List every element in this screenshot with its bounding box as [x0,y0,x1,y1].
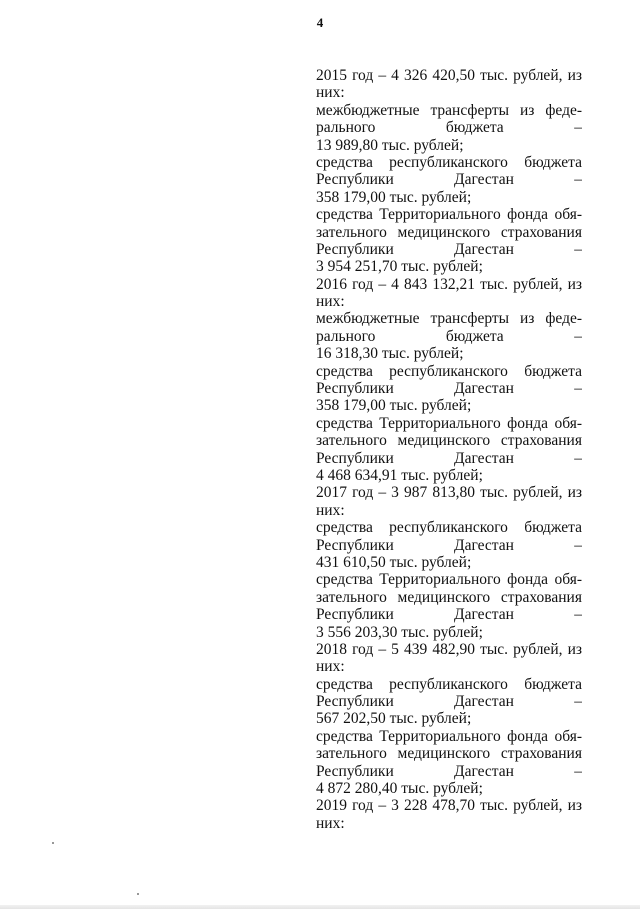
text-line: зательного медицинского страхования [316,745,582,763]
text-line: 16 318,30 тыс. рублей; [316,345,464,363]
text-line: них: [316,501,345,519]
text-line: Республики Дагестан – [316,449,582,467]
text-line: средства республиканского бюджета [316,362,582,380]
text-line: Республики Дагестан – [316,380,582,398]
text-line: 4 468 634,91 тыс. рублей; [316,466,483,484]
text-column [316,67,582,832]
page-number: 4 [316,15,324,30]
text-line: зательного медицинского страхования [316,432,582,450]
text-line: средства республиканского бюджета [316,153,582,171]
text-line: зательного медицинского страхования [316,588,582,606]
text-line: Республики Дагестан – [316,171,582,189]
text-line: зательного медицинского страхования [316,223,582,241]
text-line: них: [316,293,345,311]
scan-speck [137,893,139,895]
text-line: Республики Дагестан – [316,536,582,554]
text-line: 2017 год – 3 987 813,80 тыс. рублей, из [316,484,582,502]
text-line: 2018 год – 5 439 482,90 тыс. рублей, из [316,640,582,658]
text-line: межбюджетные трансферты из феде- [316,310,582,328]
text-line: средства Территориального фонда обя- [316,414,582,432]
text-line: них: [316,84,345,102]
text-line: 431 610,50 тыс. рублей; [316,553,472,571]
text-line: них: [316,658,345,676]
text-line: 358 179,00 тыс. рублей; [316,188,472,206]
text-line: 3 954 251,70 тыс. рублей; [316,258,483,276]
text-line: средства республиканского бюджета [316,675,582,693]
text-line: 358 179,00 тыс. рублей; [316,397,472,415]
text-line: рального бюджета – [316,119,582,137]
text-line: средства Территориального фонда обя- [316,571,582,589]
text-line: средства республиканского бюджета [316,519,582,537]
text-line: Республики Дагестан – [316,693,582,711]
text-line: Республики Дагестан – [316,762,582,780]
text-line: 2019 год – 3 228 478,70 тыс. рублей, из [316,797,582,815]
text-line: средства Территориального фонда обя- [316,206,582,224]
text-line: Республики Дагестан – [316,240,582,258]
text-line: 3 556 203,30 тыс. рублей; [316,623,483,641]
text-line: 13 989,80 тыс. рублей; [316,136,464,154]
page-bottom-edge [0,905,640,909]
text-line: 2016 год – 4 843 132,21 тыс. рублей, из [316,275,582,293]
text-line: средства Территориального фонда обя- [316,727,582,745]
text-line: межбюджетные трансферты из феде- [316,101,582,119]
scan-speck [52,842,54,844]
text-line: 567 202,50 тыс. рублей; [316,710,472,728]
text-line: Республики Дагестан – [316,606,582,624]
text-line: рального бюджета – [316,327,582,345]
text-line: 4 872 280,40 тыс. рублей; [316,780,483,798]
text-line: 2015 год – 4 326 420,50 тыс. рублей, из [316,67,582,84]
text-line: них: [316,814,345,832]
